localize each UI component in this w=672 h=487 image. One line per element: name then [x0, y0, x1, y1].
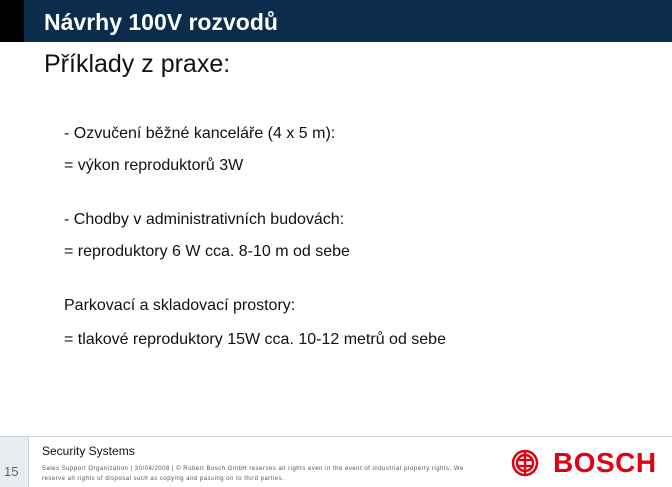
bosch-armature-icon: [510, 448, 540, 478]
brand-logo: [510, 448, 660, 478]
footer-section-title: Security Systems: [42, 444, 135, 458]
page-title: Návrhy 100V rozvodů: [44, 9, 278, 35]
line-office-sound: - Ozvučení běžné kanceláře (4 x 5 m):: [64, 125, 336, 142]
line-corridors: - Chodby v administrativních budovách:: [64, 211, 345, 228]
line-office-power: = výkon reproduktorů 3W: [64, 157, 244, 174]
line-parking: Parkovací a skladovací prostory:: [64, 297, 296, 314]
footer-divider: [28, 437, 29, 487]
footer: [0, 436, 672, 487]
line-corridors-power: = reproduktory 6 W cca. 8-10 m od sebe: [64, 243, 350, 260]
title-bar-accent: [0, 0, 24, 42]
page-subtitle: Příklady z praxe:: [44, 50, 231, 78]
page-number-box: [0, 437, 28, 487]
brand-name: BOSCH: [553, 447, 657, 478]
footer-copyright: Sales Support Organization | 30/04/2008 | © Robert Bosch GmbH reserves all rights even in the event of industrial property rights. We reserve all rights of disposal such as copying and passing on to third parties.: [42, 466, 464, 482]
page-number: 15: [4, 464, 19, 479]
line-parking-power: = tlakové reproduktory 15W cca. 10-12 metrů od sebe: [64, 331, 446, 348]
